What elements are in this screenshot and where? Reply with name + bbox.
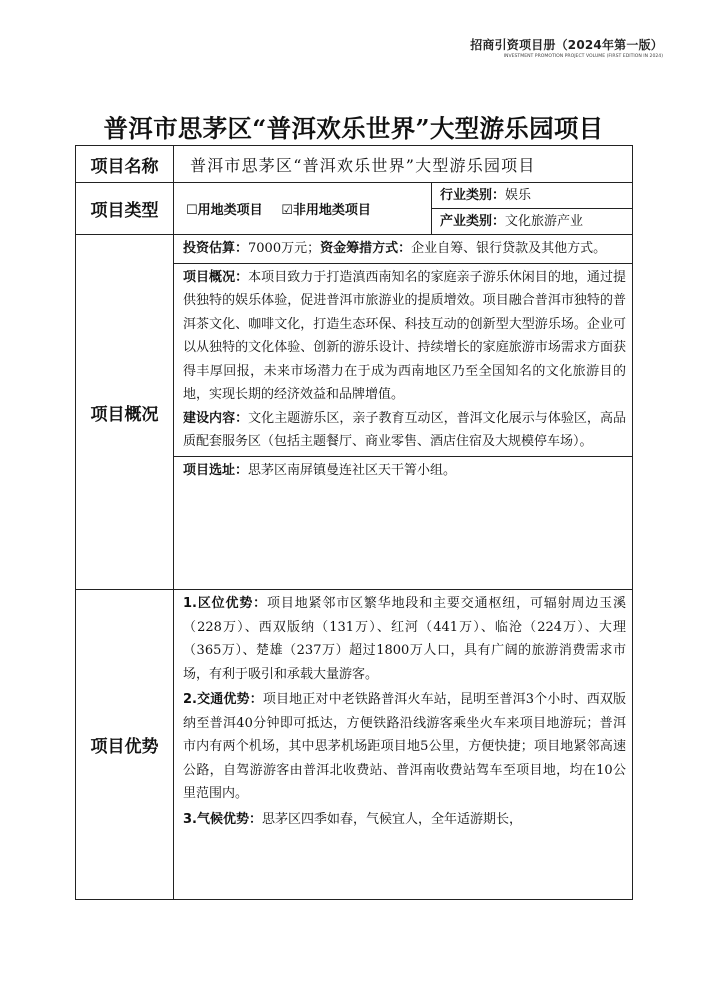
investment-paragraph: 投资估算：7000万元；资金筹措方式：企业自筹、银行贷款及其他方式。 [183, 241, 607, 256]
option-nonland-project: ☑非用地类项目 [281, 203, 371, 218]
project-table [75, 145, 633, 900]
row-project-advantages [76, 590, 633, 900]
advantage-climate: 3.气候优势：思茅区四季如春，气候宜人，全年适游期长， [183, 811, 522, 827]
label-project-name: 项目名称 [76, 146, 174, 183]
sector-category: 产业类别：文化旅游产业 [432, 208, 632, 234]
label-project-advantages: 项目优势 [76, 590, 174, 900]
page-header [470, 36, 663, 59]
category-cell [432, 183, 633, 235]
advantages-content [174, 590, 633, 900]
checkbox-unchecked-icon: ☐ [186, 203, 198, 218]
row-project-overview [76, 235, 633, 590]
overview-content [174, 235, 633, 590]
industry-category: 行业类别：娱乐 [440, 188, 532, 203]
header-title: 招商引资项目册（2024年第一版） [470, 38, 663, 52]
project-name-value: 普洱市思茅区“普洱欢乐世界”大型游乐园项目 [174, 146, 633, 183]
advantage-transport: 2.交通优势：项目地正对中老铁路普洱火车站，昆明至普洱3个小时、西双版纳至普洱40分钟即可抵达，方便铁路沿线游客乘坐火车来项目地游玩；普洱市内有两个机场，其中思茅机场距项目地5公里，方便快捷；项目地紧邻高速公路，自驾游游客由普洱北收费站、普洱南收费站驾车至项目地，均在10公里范围内。 [183, 692, 627, 801]
checkbox-checked-icon: ☑ [281, 203, 293, 218]
document-title: 普洱市思茅区“普洱欢乐世界”大型游乐园项目 [103, 114, 604, 143]
header-subtitle: INVESTMENT PROMOTION PROJECT VOLUME (FIRST EDITION IN 2024) [503, 54, 663, 59]
label-project-overview: 项目概况 [76, 235, 174, 590]
option-land-project: ☐用地类项目 [186, 203, 263, 218]
site-paragraph: 项目选址：思茅区南屏镇曼连社区天干箐小组。 [174, 456, 632, 485]
row-project-type [76, 183, 633, 235]
row-project-name [76, 146, 633, 183]
advantage-location: 1.区位优势：项目地紧邻市区繁华地段和主要交通枢纽，可辐射周边玉溪（228万）、西双版纳（131万）、红河（441万）、临沧（224万）、大理（365万）、楚雄（237万）超过1800万人口，具有广阔的旅游消费需求市场，有利于吸引和承载大量游客。 [183, 596, 626, 682]
label-project-type: 项目类型 [76, 183, 174, 235]
project-type-options [174, 183, 432, 235]
summary-paragraph: 项目概况：本项目致力于打造滇西南知名的家庭亲子游乐休闲目的地，通过提供独特的娱乐体验，促进普洱市旅游业的提质增效。项目融合普洱市独特的普洱茶文化、咖啡文化，打造生态环保、科技互动的创新型大型游乐场。企业可以从独特的文化体验、创新的游乐设计、持续增长的家庭旅游市场需求方面获得丰厚回报，未来市场潜力在于成为西南地区乃至全国知名的文化旅游目的地，实现长期的经济效益和品牌增值。 建设内容：文化主题游乐区，亲子教育互动区，普洱文化展示与体验区，高品质配套服务区（包括主题餐厅、商业零售、酒店住宿及大规模停车场）。 [174, 263, 632, 456]
